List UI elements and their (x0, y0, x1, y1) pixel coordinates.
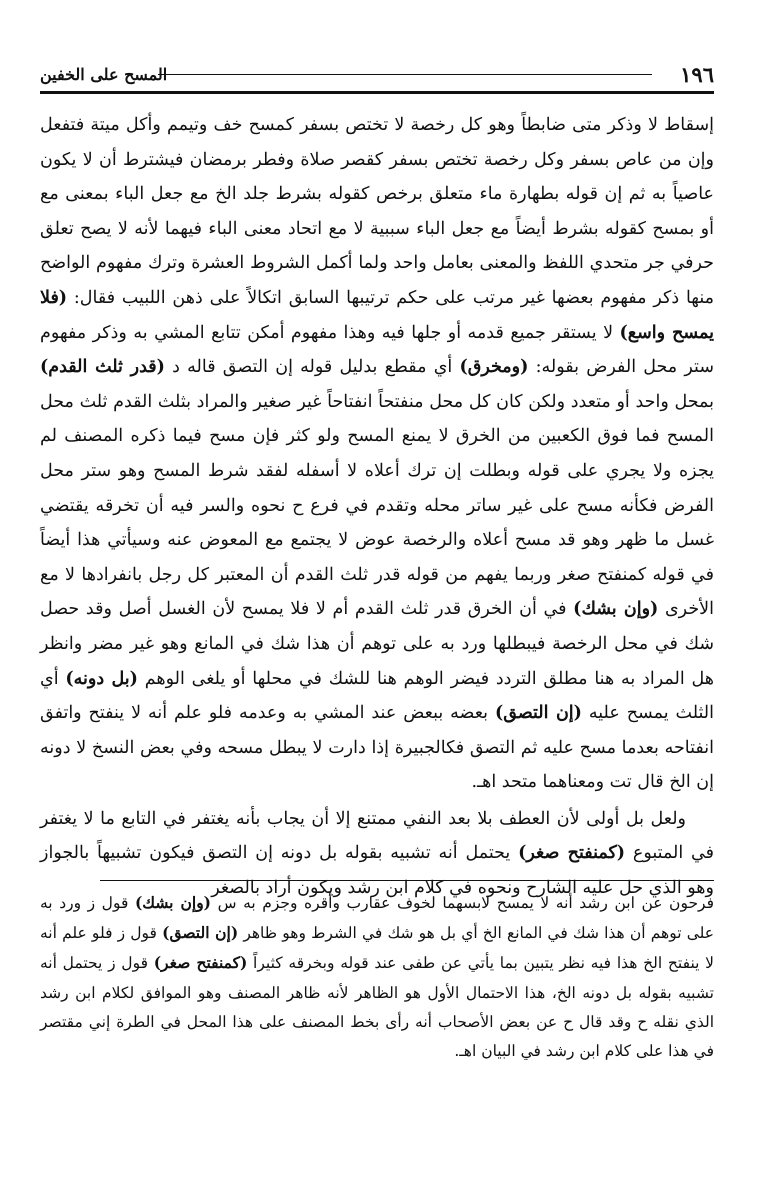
matn-quote: (وإن بشك) (573, 599, 659, 620)
matn-quote: (إن التصق) (494, 703, 582, 724)
footnotes (40, 888, 714, 1066)
footnote-separator (100, 880, 714, 881)
text-run: فرحون عن ابن رشد أنه لا يمسح لابسهما لخوف عقارب وأقره وجزم به س (211, 894, 714, 912)
paragraph-1 (40, 108, 714, 800)
text-run: بمحل واحد أو متعدد ولكن كان كل محل منفتحاً انفتاحاً غير صغير والمراد بثلث القدم ثلث محل المسح فما فوق الكعبين من الخرق لا يمنع المسح ولو كثر فإن مسح فيما ذكره المصنف لم يجزه ولا يجري على قوله وبطلت إن ترك أعلاه لا أسفله لفقد شرط المسح وهو ستر محل الفرض فكأنه مسح على غير ساتر محله وتقدم في فرع ح نحوه والسر فيه أن تخرقه يقتضي غسل ما ظهر وهو قد مسح أعلاه والرخصة عوض لا يجتمع مع المعوض عنه وسيأتي هذا أيضاً في قوله كمنفتح صغر وربما يفهم من قوله قدر ثلث القدم أن المعتبر كل رجل بانفرادها لا مع الأخرى (40, 391, 715, 620)
footnote-paragraph (40, 888, 714, 1066)
text-run: أي الثلث يمسح عليه (40, 668, 714, 724)
text-run: قول ز فلو علم أنه لا ينفتح الخ هذا فيه نظر يتبين بما يأتي عن طفى عند قوله وبخرقه كثيراً (40, 924, 715, 973)
matn-quote: (وإن بشك) (134, 893, 212, 912)
text-run: في أن الخرق قدر ثلث القدم أم لا فلا يمسح لأن الغسل أصل وقد حصل شك في محل الرخصة فيبطلها ورد به على توهم أن هذا شك في المانع وهو غير مضر وانظر هل المراد به هنا مطلق التردد فيضر الوهم هنا للشك في محلها أو يلغى الوهم (40, 599, 714, 689)
text-run: أي مقطع بدليل قوله إن التصق قاله د (164, 357, 460, 378)
running-title: المسح على الخفين (40, 65, 168, 84)
matn-quote: (قدر ثلث القدم) (40, 357, 165, 378)
text-run: لا يستقر جميع قدمه أو جلها فيه وهذا مفهوم أمكن تتابع المشي به وذكر مفهوم ستر محل الفرض بقوله: (40, 322, 714, 378)
matn-quote: (فلا يمسح واسع) (40, 287, 715, 343)
text-run: قول ز ورد به على توهم أن هذا شك في المانع الخ أي بل هو شك في الشرط وهو ظاهر (40, 894, 714, 943)
text-run: بعضه ببعض عند المشي به وعدمه فلو علم أنه لا ينفتح واتفق انفتاحه بعدما مسح عليه ثم التصق فكالجبيرة إذا دارت لا يبطل مسحه وفي بعض النسخ لا دونه إن الخ قال تت ومعناهما متحد اهـ. (40, 703, 714, 793)
text-run: ولعل بل أولى لأن العطف بلا بعد النفي ممتنع إلا أن يجاب بأنه يغتفر في التابع ما لا يغتفر في المتبوع (40, 808, 715, 864)
text-run: يحتمل أنه تشبيه بقوله بل دونه إن التصق فيكون تشبيهاً بالجواز وهو الذي حل عليه الشارح ونحوه في كلام ابن رشد ويكون أراد بالصغر (40, 843, 714, 899)
matn-quote: (إن التصق) (162, 923, 239, 943)
matn-quote: (ومخرق) (459, 357, 529, 378)
matn-quote: (كمنفتح صغر) (153, 953, 248, 973)
header-dash-line (158, 74, 652, 75)
page-header (40, 62, 714, 92)
header-rule (40, 91, 714, 94)
matn-quote: (بل دونه) (65, 668, 138, 689)
main-text (40, 108, 714, 906)
page-number: ١٩٦ (680, 62, 714, 87)
text-run: إسقاط لا وذكر متى ضابطاً وهو كل رخصة لا تختص بسفر كمسح خف وتيمم وأكل ميتة فتفعل وإن من عاص بسفر وكل رخصة تختص بسفر كقصر صلاة وفطر برمضان فيشترط أن لا يكون عاصياً به ثم إن قوله بطهارة ماء متعلق برخص كقوله بشرط جلد الخ مع جعل الباء بمعنى مع أو بمسح كقوله بشرط أيضاً مع جعل الباء سببية لا مع اتحاد معنى الباء فيهما لأنه لا يصح تعلق حرفي جر متحدي اللفظ والمعنى بعامل واحد ولما أكمل الشروط العشرة وترك مفهوم الواضح منها ذكر مفهوم بعضها غير مرتب على حكم ترتيبها السابق اتكالاً على ذهن اللبيب فقال: (40, 115, 714, 308)
text-run: قول ز يحتمل أنه تشبيه بقوله بل دونه الخ، هذا الاحتمال الأول هو الظاهر لأنه ظاهر المصنف وهو الموافق لكلام ابن رشد الذي نقله ح وقد قال ح عن بعض الأصحاب أنه رأى بخط المصنف على هذا المحل في الطرة إني مقتصر في هذا على كلام ابن رشد في البيان اهـ. (40, 954, 714, 1061)
matn-quote: (كمنفتح صغر) (518, 843, 626, 864)
